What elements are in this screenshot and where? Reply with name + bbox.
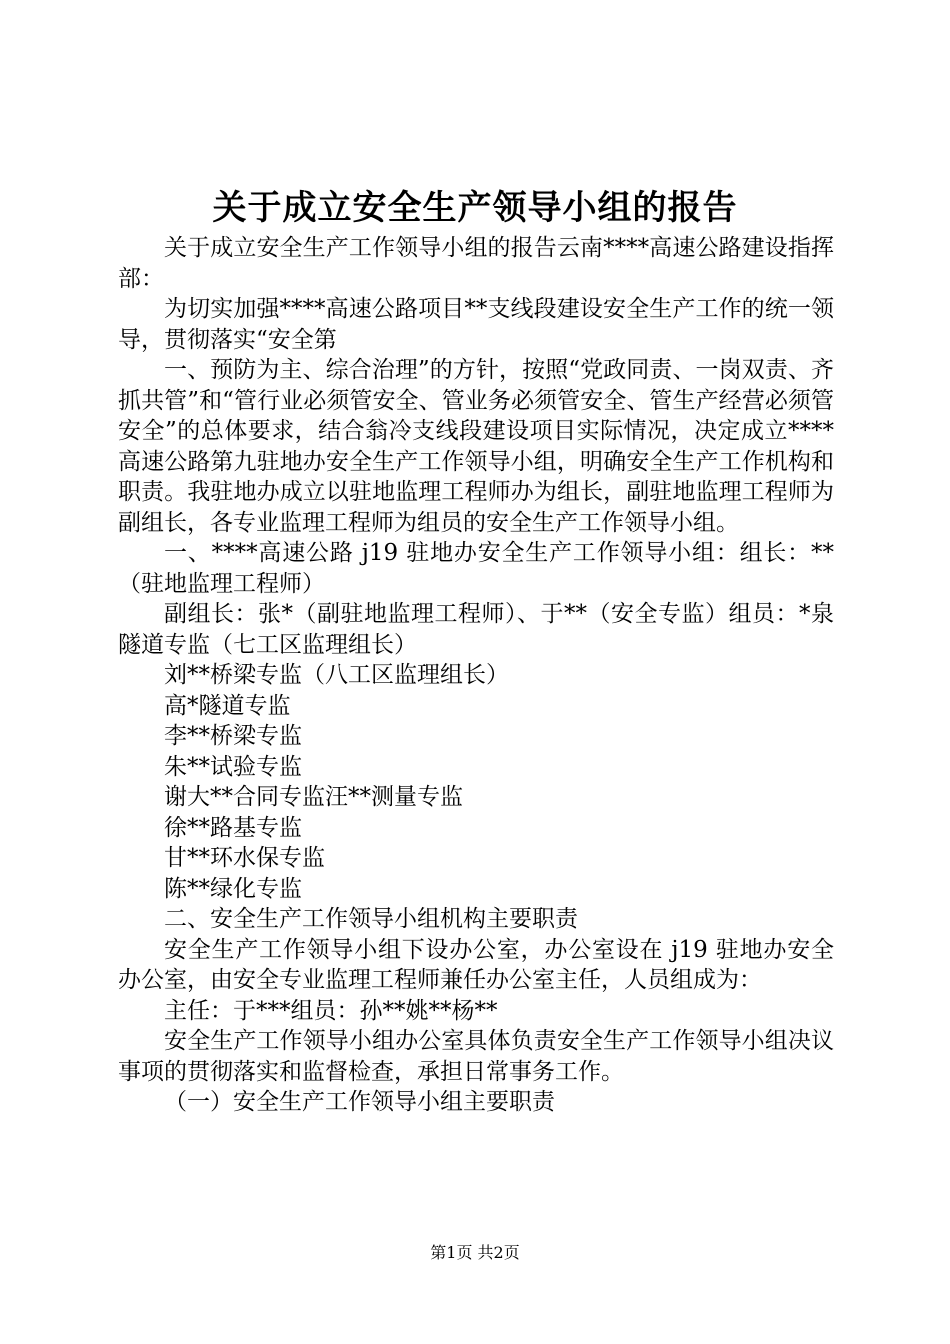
paragraph: 一、****高速公路 j19 驻地办安全生产工作领导小组：组长：**（驻地监理工程师）: [118, 540, 834, 597]
paragraph: 为切实加强****高速公路项目**支线段建设安全生产工作的统一领导，贯彻落实“安全第: [118, 296, 834, 353]
paragraph: 安全生产工作领导小组办公室具体负责安全生产工作领导小组决议事项的贯彻落实和监督检查，承担日常事务工作。: [118, 1028, 834, 1085]
section-heading: 二、安全生产工作领导小组机构主要职责: [164, 906, 578, 932]
list-item: 陈**绿化专监: [164, 875, 302, 902]
paragraph: 关于成立安全生产工作领导小组的报告云南****高速公路建设指挥部：: [118, 235, 834, 292]
page-title: 关于成立安全生产领导小组的报告: [212, 188, 738, 228]
paragraph: 副组长：张*（副驻地监理工程师）、于**（安全专监）组员：*泉隧道专监（七工区监理组长）: [118, 601, 834, 658]
list-item: 高*隧道专监: [164, 692, 291, 719]
list-item: 谢大**合同专监汪**测量专监: [164, 784, 463, 810]
list-item: 甘**环水保专监: [164, 845, 325, 871]
paragraph: 主任：于***组员：孙**姚**杨**: [164, 997, 498, 1024]
section-heading: （一）安全生产工作领导小组主要职责: [164, 1089, 555, 1115]
list-item: 徐**路基专监: [164, 814, 302, 841]
page-footer: 第1页 共2页: [430, 1243, 520, 1262]
document-body: [118, 233, 834, 1118]
list-item: 朱**试验专监: [164, 753, 302, 780]
paragraph: 安全生产工作领导小组下设办公室，办公室设在 j19 驻地办安全办公室，由安全专业监理工程师兼任办公室主任，人员组成为：: [118, 936, 834, 993]
list-item: 李**桥梁专监: [164, 723, 302, 749]
list-item: 刘**桥梁专监（八工区监理组长）: [164, 662, 509, 688]
paragraph: 一、预防为主、综合治理”的方针，按照“党政同责、一岗双责、齐抓共管”和“管行业必须管安全、管业务必须管安全、管生产经营必须管安全”的总体要求，结合翁冷支线段建设项目实际情况，决定成立****高速公路第九驻地办安全生产工作领导小组，明确安全生产工作机构和职责。我驻地办成立以驻地监理工程师办为组长，副驻地监理工程师为副组长，各专业监理工程师为组员的安全生产工作领导小组。: [118, 357, 834, 536]
